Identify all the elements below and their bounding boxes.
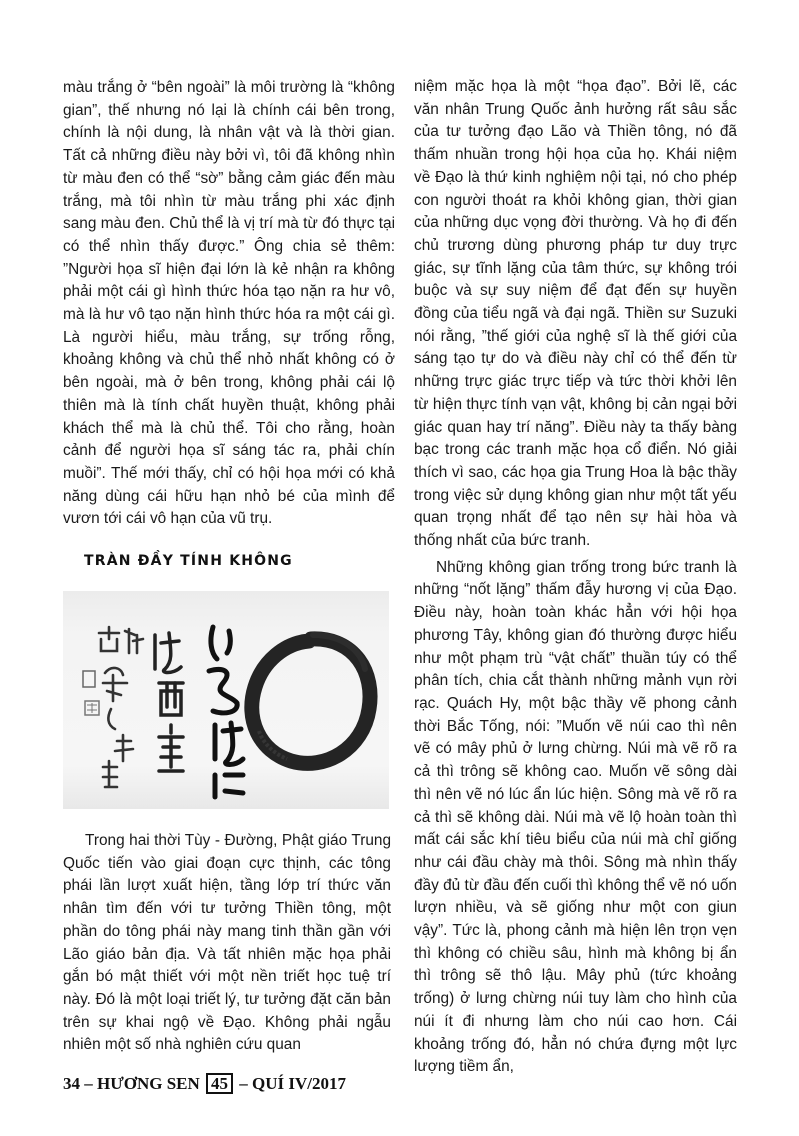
issue-period: QUÍ IV/2017 bbox=[252, 1074, 347, 1093]
enso-calligraphy-icon bbox=[63, 591, 389, 809]
section-heading: TRÀN ĐẦY TÍNH KHÔNG bbox=[84, 553, 293, 569]
body-paragraph: niệm mặc họa là một “họa đạo”. Bởi lẽ, các văn nhân Trung Quốc ảnh hưởng rất sâu sắc của tư tưởng đạo Lão và Thiền tông, nó đã thấm nhuần trong hội họa của họ. Khái niệm về Đạo là thứ kinh nghiệm nội tại, nó cho phép con người thoát ra khỏi không gian, thời gian của những dục vọng đời thường. Và họ đi đến chủ trương dùng phương pháp tư duy trực giác, sự tĩnh lặng của tâm thức, sự không trói buộc và sự suy niệm để đạt đến sự huyền đồng của tiểu ngã và đại ngã. Thiền sư Suzuki nói rằng, ”thế giới của nghệ sĩ là thế giới của sáng tạo tự do và điều này chỉ có thể đến từ những trực giác trực tiếp và tức thời khởi lên từ hiện thực tính vạn vật, không bị cản ngại bởi giác quan hay trí năng”. Điều này ta thấy bàng bạc trong các tranh mặc họa cổ điển. Nó giải thích vì sao, các họa gia Trung Hoa là bậc thầy trong việc sử dụng không gian như một tất yếu quan trọng nhất để tạo nên sự hài hòa và thống nhất của bức tranh. bbox=[414, 78, 737, 550]
separator: – bbox=[84, 1074, 93, 1093]
calligraphy-column-middle bbox=[155, 633, 183, 771]
artist-seal bbox=[83, 671, 99, 715]
separator: – bbox=[239, 1074, 248, 1093]
calligraphy-column-right bbox=[209, 627, 243, 797]
right-column bbox=[414, 76, 737, 1079]
enso-calligraphy-figure bbox=[63, 591, 389, 809]
left-column-bottom bbox=[63, 830, 391, 1057]
left-column-top bbox=[63, 77, 395, 531]
page-number: 34 bbox=[63, 1074, 80, 1093]
issue-number: 45 bbox=[206, 1073, 233, 1094]
enso-circle bbox=[252, 635, 370, 763]
calligraphy-column-left bbox=[99, 627, 143, 787]
magazine-name: HƯƠNG SEN bbox=[97, 1074, 200, 1093]
page-footer bbox=[63, 1073, 346, 1094]
body-paragraph: Những không gian trống trong bức tranh là những “nốt lặng” thấm đẫy hương vị của Đạo. Điều này, hoàn toàn khác hẳn với hội họa phương Tây, không gian đó thường được hiểu như một phạm trù “vật chất” thuần túy có thể phân tích, chia cắt thành những mảnh vụn rời rạc. Quách Hy, một bậc thầy vẽ phong cảnh thời Bắc Tống, nói: ”Muốn vẽ núi cao thì nên vẽ có mây phủ ở lưng chừng. Núi mà vẽ rõ ra cả thì trông sẽ không cao. Muốn vẽ sông dài thì nên vẽ nó lúc ẩn lúc hiện. Sông mà vẽ rõ ra cả thì sẽ không dài. Núi mà vẽ lộ hoàn toàn thì mất cái sắc khí tiêu biểu của núi mà chỉ giống như cái đầu chày mà thôi. Sông mà nhìn thấy đầy đủ từ đầu đến cuối thì không thể vẽ nó uốn lượn nhiều, và sẽ giống như một con giun vậy”. Tức là, phong cảnh mà hiện lên trọn vẹn thì không có chiều sâu, hình mà không bị ẩn thì trông sẽ thô lậu. Mây phủ (tức khoảng trống) ở lưng chừng núi tuy làm cho hình của núi ít đi nhưng làm cho núi cao hơn. Cái khoảng trống đó, hẳn nó chứa đựng một lực lượng tiềm ẩn, bbox=[414, 558, 737, 1076]
body-paragraph: Trong hai thời Tùy - Đường, Phật giáo Trung Quốc tiến vào giai đoạn cực thịnh, các tông phái lần lượt xuất hiện, tầng lớp trí thức văn nhân tìm đến với tư tưởng Thiền tông, một phần do tông phái này mang tinh thần gần với Lão giáo bản địa. Và tất nhiên mặc họa phải gắn bó mật thiết với một nền triết học tuệ trí này. Đó là một loại triết lý, tư tưởng đặt căn bản trên sự khai ngộ về Đạo. Không phải ngẫu nhiên một số nhà nghiên cứu quan bbox=[63, 832, 391, 1054]
body-paragraph: màu trắng ở “bên ngoài” là môi trường là “không gian”, thế nhưng nó lại là chính cái bên trong, chính là nội dung, là nhân vật và là thời gian. Tất cả những điều này bởi vì, tôi đã không nhìn từ màu đen có thể “sờ” bằng cảm giác đến màu trắng, mà tôi nhìn từ màu trắng phi xác định sang màu đen. Chủ thể là vị trí mà từ đó thực tại có thể nhìn thấy được.” Ông chia sẻ thêm: ”Người họa sĩ hiện đại lớn là kẻ nhận ra không phải một cái gì hình thức hóa tạo nặn ra hư vô, mà là hư vô tạo nặn hình thức hóa ra một cái gì. Là người hiểu, màu trắng, sự trống rỗng, khoảng không và chủ thể nhỏ nhất không có ở bên ngoài, mà ở bên trong, không phải cái lộ thiên mà là tính chất huyền thuật, không phải khách thể mà là chủ thể. Tôi cho rằng, hoàn cảnh để người họa sĩ sáng tác ra, phải chín muồi”. Thế mới thấy, chỉ có hội họa mới có khả năng dùng cái hữu hạn nhỏ bé của mình để vươn tới cái vô hạn của vũ trụ. bbox=[63, 79, 395, 528]
